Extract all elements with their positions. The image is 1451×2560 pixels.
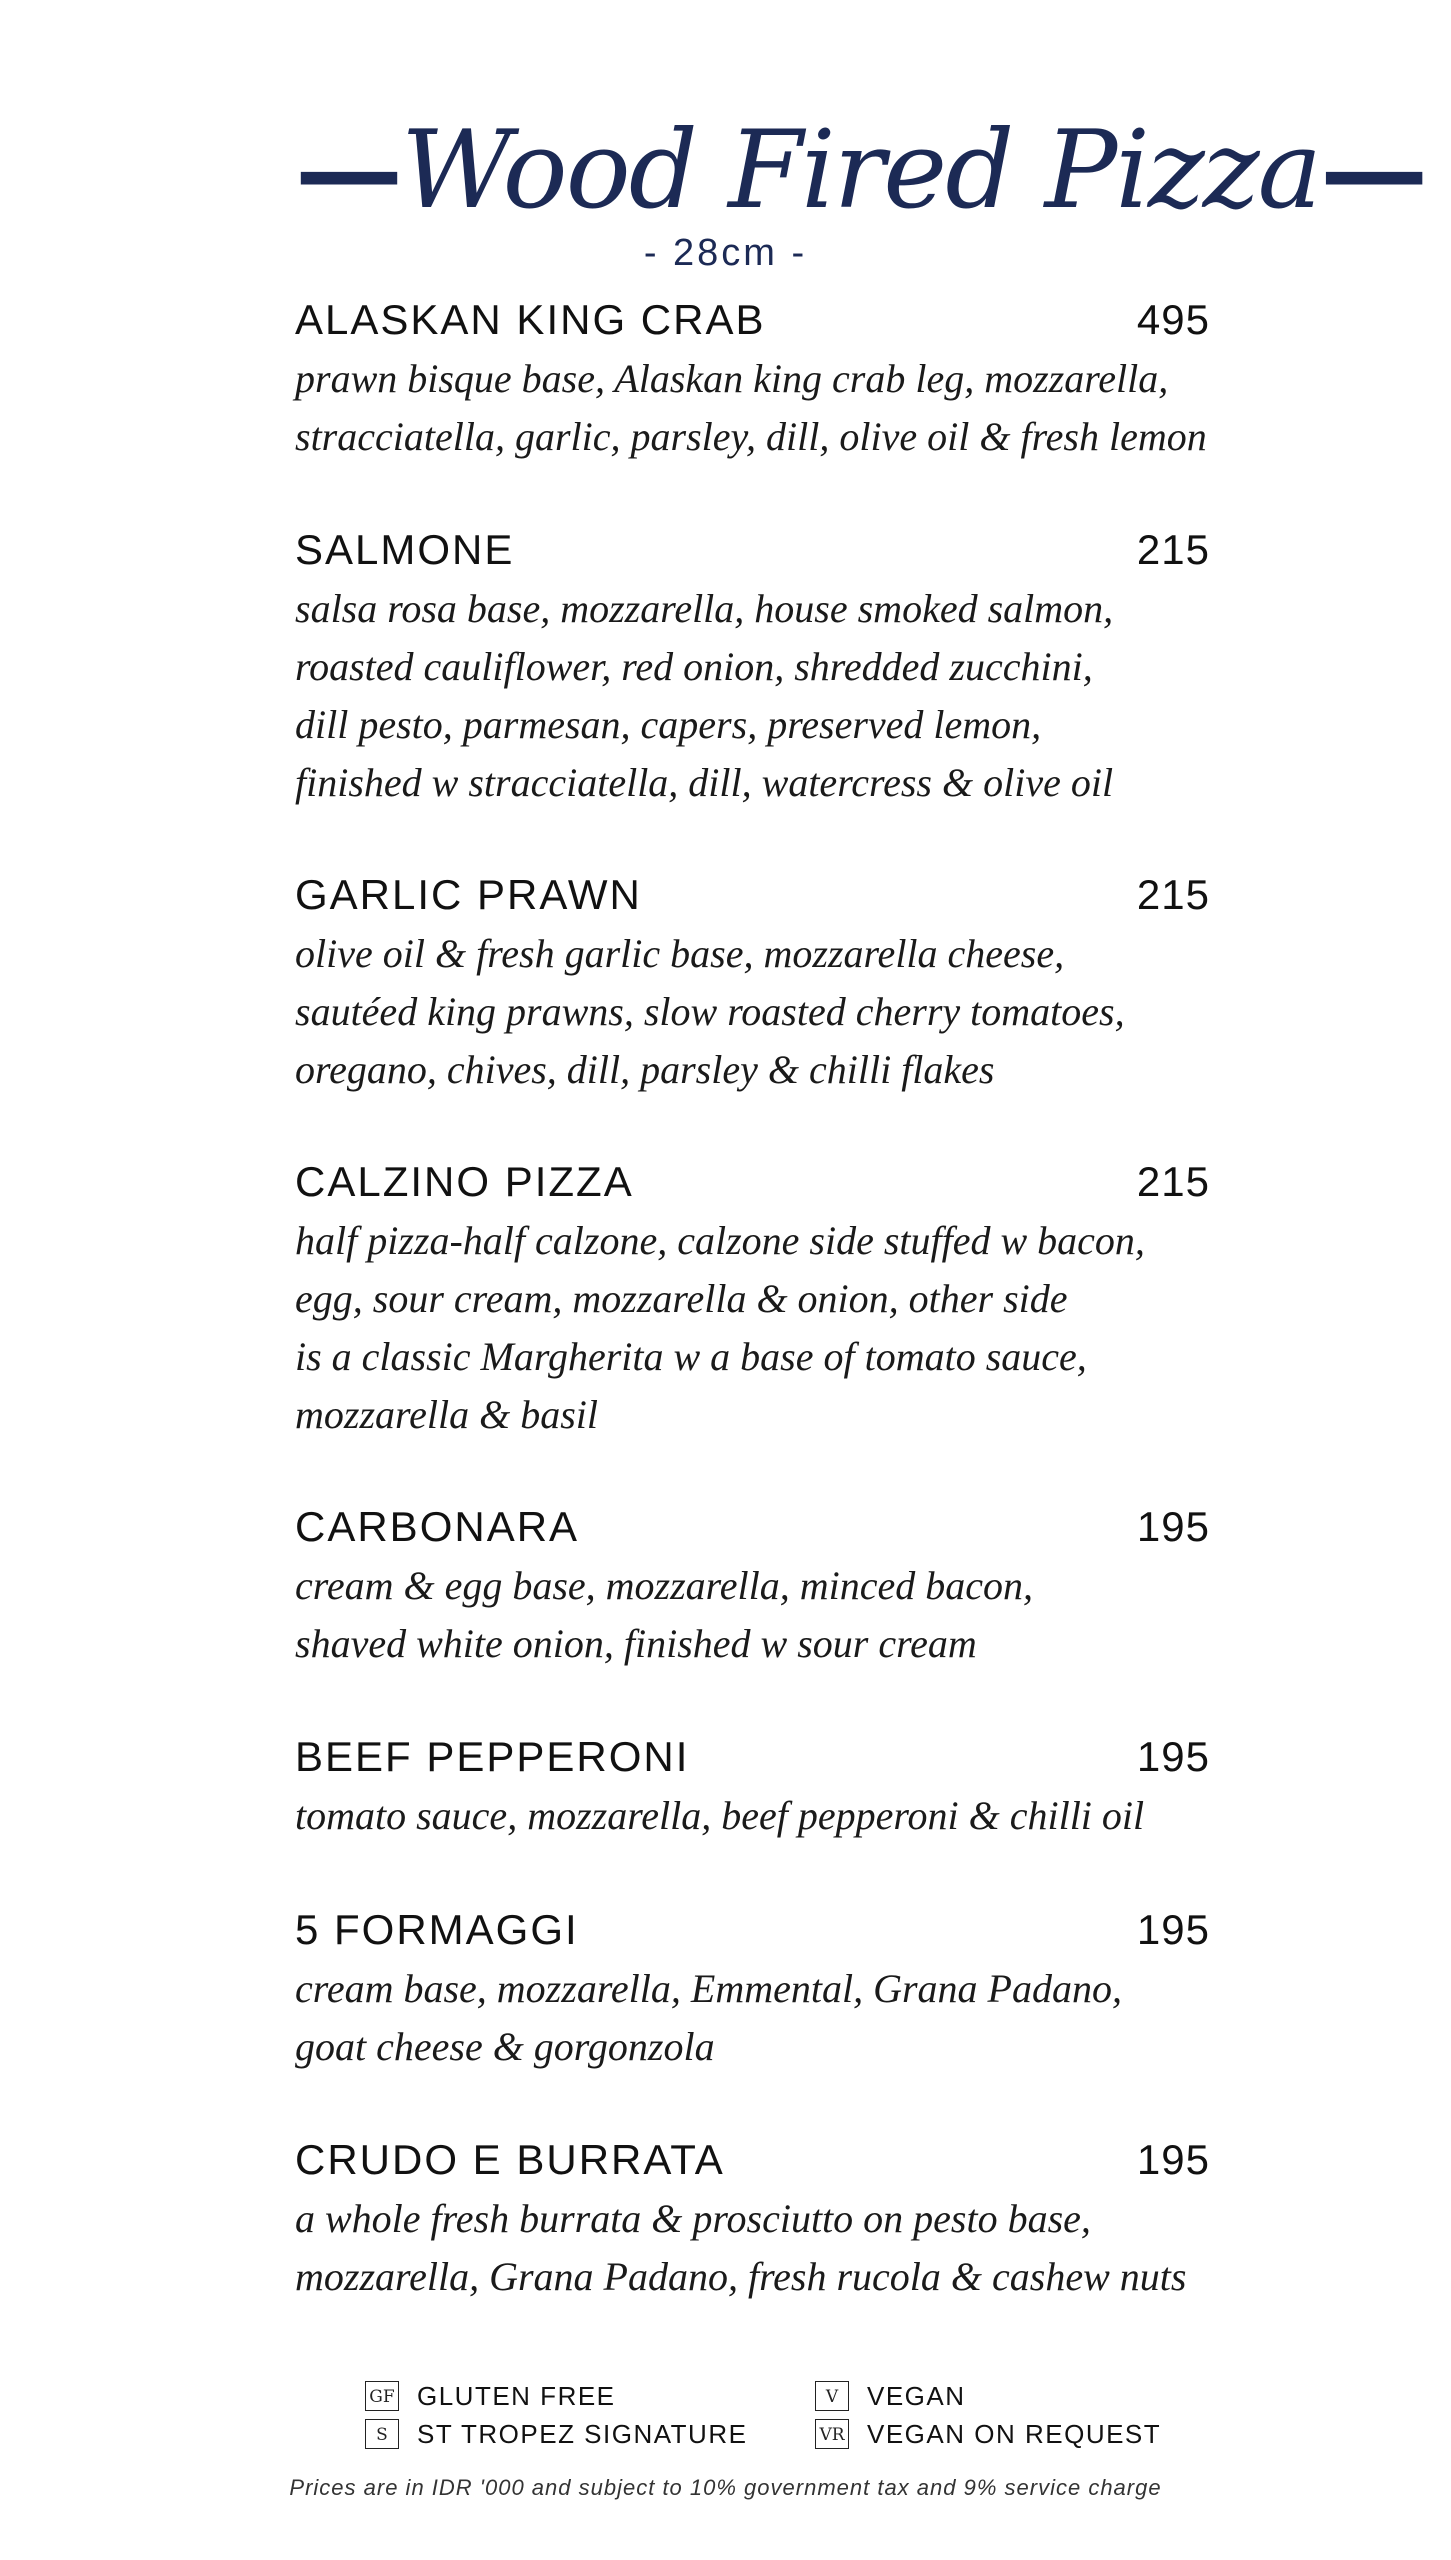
title-left-dash: — [295, 107, 401, 233]
item-description-line: half pizza-half calzone, calzone side stuffed w bacon, [295, 1218, 1145, 1263]
item-description-line: cream & egg base, mozzarella, minced bacon, [295, 1563, 1034, 1608]
menu-subtitle: - 28cm - [643, 232, 808, 274]
gluten-free-icon: GF [365, 2381, 399, 2411]
vegan-icon: V [815, 2381, 849, 2411]
item-name: CRUDO E BURRATA [295, 2136, 725, 2183]
item-description-line: prawn bisque base, Alaskan king crab leg, mozzarella, [295, 356, 1169, 401]
item-description-line: mozzarella, Grana Padano, fresh rucola & cashew nuts [295, 2254, 1187, 2299]
item-description-line: goat cheese & gorgonzola [295, 2024, 715, 2069]
legend-label: ST TROPEZ SIGNATURE [417, 2418, 748, 2449]
item-description-line: olive oil & fresh garlic base, mozzarella cheese, [295, 931, 1065, 976]
item-price: 215 [1136, 526, 1210, 573]
legend-vegan-on-request [815, 2416, 1161, 2452]
item-name: BEEF PEPPERONI [295, 1733, 690, 1780]
item-name: ALASKAN KING CRAB [295, 296, 766, 343]
item-name: 5 FORMAGGI [295, 1906, 579, 1953]
item-description-line: oregano, chives, dill, parsley & chilli flakes [295, 1047, 995, 1092]
menu-title-text: Wood Fired Pizza [401, 108, 1321, 233]
menu-item [295, 865, 1210, 1099]
menu-item [295, 1497, 1210, 1673]
item-description-line: finished w stracciatella, dill, watercress & olive oil [295, 760, 1114, 805]
item-description-line: sautéed king prawns, slow roasted cherry tomatoes, [295, 989, 1125, 1034]
item-name: CARBONARA [295, 1503, 580, 1550]
legend-gluten-free [365, 2378, 616, 2414]
item-description-line: a whole fresh burrata & prosciutto on pesto base, [295, 2196, 1091, 2241]
item-description-line: tomato sauce, mozzarella, beef pepperoni & chilli oil [295, 1793, 1145, 1838]
menu-item [295, 290, 1210, 466]
item-name: CALZINO PIZZA [295, 1158, 634, 1205]
legend-vegan [815, 2378, 966, 2414]
item-price: 195 [1136, 1906, 1210, 1953]
item-description-line: stracciatella, garlic, parsley, dill, olive oil & fresh lemon [295, 414, 1207, 459]
item-price: 495 [1136, 296, 1210, 343]
item-name: GARLIC PRAWN [295, 871, 642, 918]
title-right-dash: — [1320, 107, 1427, 233]
legend-label: VEGAN [867, 2380, 966, 2411]
menu-item [295, 1152, 1210, 1444]
legend-label: VEGAN ON REQUEST [867, 2418, 1162, 2449]
item-price: 215 [1136, 1158, 1210, 1205]
item-price: 195 [1136, 2136, 1210, 2183]
legend-label: GLUTEN FREE [417, 2380, 616, 2411]
item-name: SALMONE [295, 526, 515, 573]
menu-item [295, 1727, 1210, 1845]
item-description-line: roasted cauliflower, red onion, shredded zucchini, [295, 644, 1093, 689]
item-description-line: salsa rosa base, mozzarella, house smoked salmon, [295, 586, 1114, 631]
legend-signature [365, 2416, 747, 2452]
menu-item [295, 1900, 1210, 2076]
menu-item [295, 2130, 1210, 2306]
item-description-line: mozzarella & basil [295, 1392, 598, 1437]
signature-icon: S [365, 2419, 399, 2449]
menu-item [295, 520, 1210, 812]
item-description-line: egg, sour cream, mozzarella & onion, other side [295, 1276, 1068, 1321]
item-description-line: dill pesto, parmesan, capers, preserved lemon, [295, 702, 1042, 747]
item-description-line: is a classic Margherita w a base of tomato sauce, [295, 1334, 1087, 1379]
vegan-on-request-icon: VR [815, 2419, 849, 2449]
dietary-legend [0, 2378, 1451, 2458]
item-price: 195 [1136, 1733, 1210, 1780]
item-price: 215 [1136, 871, 1210, 918]
price-footnote: Prices are in IDR '000 and subject to 10% government tax and 9% service charge [289, 2475, 1162, 2500]
item-price: 195 [1136, 1503, 1210, 1550]
item-description-line: cream base, mozzarella, Emmental, Grana Padano, [295, 1966, 1122, 2011]
item-description-line: shaved white onion, finished w sour cream [295, 1621, 977, 1666]
